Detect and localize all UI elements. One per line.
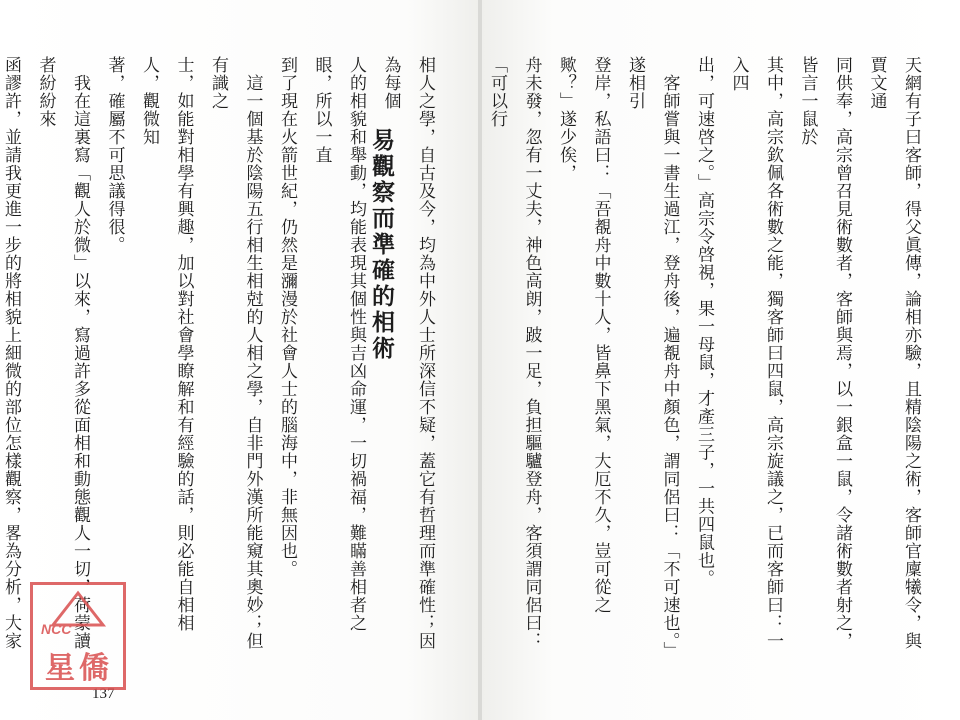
right-page	[482, 0, 960, 720]
left-page	[0, 0, 478, 720]
publisher-stamp	[30, 582, 126, 690]
stamp-name-text: 星僑	[45, 651, 113, 686]
chapter-title: 易觀察而準確的相術	[368, 128, 394, 362]
left-page-body: 相人之學，自古及今，均為中外人士所深信不疑，蓋它有哲理而準確性；因為每個 人的相貌和舉動，均能表現其個性與吉凶命運，一切禍福，難瞞善相者之眼，所以一直 到了現在火箭世紀，仍然是瀰漫於社會人士的腦海中，非無因也。 這一個基於陰陽五行相生相尅的人相之學，自非門外漢所能窺其奧妙；但有識之 士，如能對相學有興趣，加以對社會學瞭解和有經驗的話，則必能自相相人，觀微知 著，確屬不可思議得很。 我在這裏寫「觀人於微」以來，寫過許多從面相和動態觀人一切，荷蒙讀者紛紛來 函謬許，並請我更進一步的將相貌上細微的部位怎樣觀察，畧為分析，大家	[1, 56, 435, 650]
left-page-number: 137	[92, 686, 115, 702]
stamp-ncc-text: NCC	[41, 621, 72, 637]
right-page-body: 天網有子曰客師，得父眞傳，論相亦驗，且精陰陽之術，客師官廩犧令，與賈文通 同供奉，高宗曾召見術數者，客師與焉，以一銀盒一鼠，令諸術數者射之，皆言一鼠於 其中，高宗欽佩各術數之能，獨客師曰四鼠，高宗旋議之，已而客師曰：一入四 出，可速啓之。」高宗令啓視，果一母鼠，才產三子，一共四鼠也。 客師嘗與一書生過江，登舟後，遍覩舟中顏色，謂同侶曰：「不可速也。」遂相引 登岸，私語曰：「吾覩舟中數十人，皆鼻下黑氣，大厄不久，豈可從之歟？」遂少俟， 舟未發，忽有一丈夫，神色高朗，跛一足，負担驅驢登舟，客須謂同侶曰：「可以行	[487, 56, 921, 651]
